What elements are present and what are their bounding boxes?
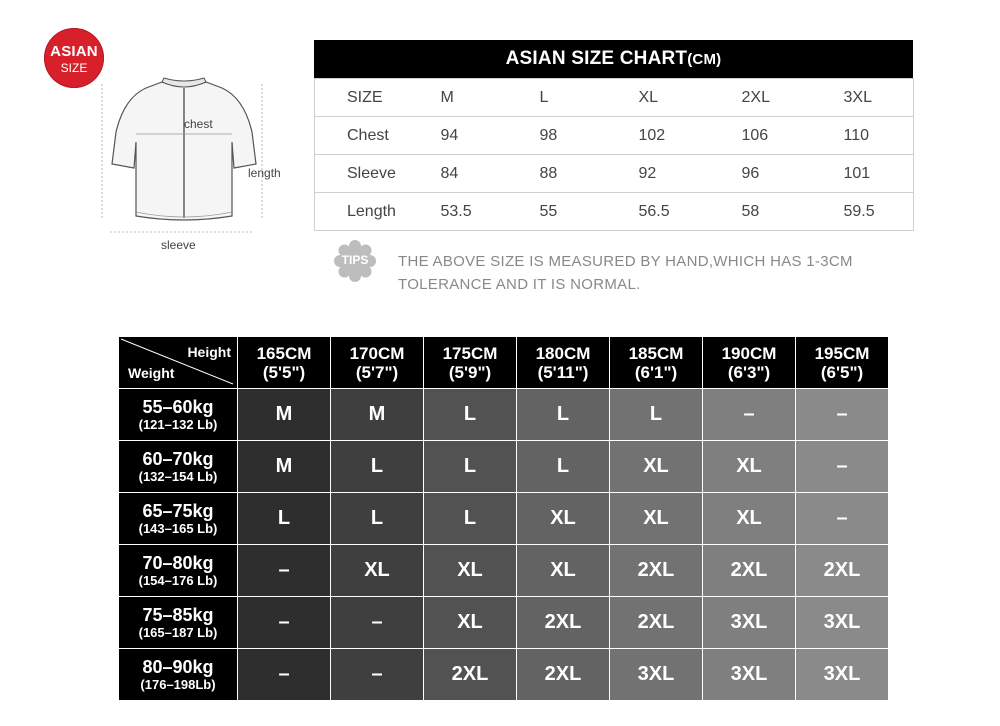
height-header-cell <box>238 337 330 388</box>
weight-row-header <box>119 545 237 596</box>
height-ft-label: (6'1") <box>634 362 678 382</box>
size-chart-cell: 55 <box>540 193 639 231</box>
size-chart-header-cell: SIZE <box>315 79 441 117</box>
asian-size-chart <box>314 40 913 231</box>
size-chart-header-cell: L <box>540 79 639 117</box>
size-recommendation-cell: 3XL <box>610 649 702 700</box>
weight-lb-label: (154–176 Lb) <box>138 572 218 588</box>
height-ft-label: (6'3") <box>727 362 771 382</box>
height-cm-label: 195CM <box>814 343 870 363</box>
height-header-cell <box>331 337 423 388</box>
size-recommendation-cell: XL <box>331 545 423 596</box>
size-recommendation-cell: M <box>238 389 330 440</box>
size-chart-title-unit: (CM) <box>687 51 722 68</box>
weight-row-header <box>119 649 237 700</box>
size-recommendation-cell: XL <box>610 441 702 492</box>
size-recommendation-cell: L <box>517 389 609 440</box>
size-recommendation-cell: 2XL <box>424 649 516 700</box>
size-recommendation-cell: – <box>238 597 330 648</box>
size-recommendation-cell: – <box>331 649 423 700</box>
size-chart-cell: Sleeve <box>315 155 441 193</box>
size-chart-cell: 106 <box>742 117 844 155</box>
chest-label: chest <box>184 117 213 131</box>
height-header-cell <box>703 337 795 388</box>
size-chart-cell: 102 <box>639 117 742 155</box>
size-chart-header-cell: 3XL <box>844 79 914 117</box>
size-recommendation-cell: XL <box>424 545 516 596</box>
size-chart-row <box>315 117 914 155</box>
weight-kg-label: 80–90kg <box>142 656 214 677</box>
height-ft-label: (5'11") <box>537 362 589 382</box>
size-recommendation-cell: 3XL <box>703 597 795 648</box>
size-chart-header-cell: 2XL <box>742 79 844 117</box>
size-chart-cell: 53.5 <box>441 193 540 231</box>
height-cm-label: 190CM <box>721 343 777 363</box>
size-chart-header-cell: XL <box>639 79 742 117</box>
size-chart-row <box>315 193 914 231</box>
height-ft-label: (6'5") <box>820 362 864 382</box>
size-recommendation-cell: L <box>331 493 423 544</box>
height-cm-label: 180CM <box>535 343 591 363</box>
table-corner-cell <box>119 337 237 388</box>
size-recommendation-cell: 2XL <box>517 649 609 700</box>
size-chart-cell: 92 <box>639 155 742 193</box>
size-recommendation-cell: M <box>331 389 423 440</box>
weight-row-header <box>119 597 237 648</box>
size-chart-cell: 56.5 <box>639 193 742 231</box>
corner-height-label: Height <box>187 344 231 360</box>
height-header-cell <box>424 337 516 388</box>
height-header-cell <box>517 337 609 388</box>
size-chart-header-cell: M <box>441 79 540 117</box>
height-header-cell <box>796 337 888 388</box>
size-chart-table <box>314 78 914 231</box>
height-header-cell <box>610 337 702 388</box>
height-cm-label: 175CM <box>442 343 498 363</box>
size-chart-title-main: ASIAN SIZE CHART <box>505 48 688 69</box>
size-chart-row <box>315 155 914 193</box>
size-recommendation-cell: – <box>238 545 330 596</box>
size-chart-cell: 84 <box>441 155 540 193</box>
size-chart-header-row <box>315 79 914 117</box>
size-recommendation-cell: L <box>610 389 702 440</box>
height-weight-table <box>119 337 884 694</box>
size-recommendation-cell: 2XL <box>517 597 609 648</box>
size-recommendation-cell: 3XL <box>703 649 795 700</box>
size-chart-cell: 98 <box>540 117 639 155</box>
weight-row-header <box>119 493 237 544</box>
tips-line1: THE ABOVE SIZE IS MEASURED BY HAND,WHICH HAS 1-3CM <box>398 253 853 270</box>
weight-kg-label: 55–60kg <box>142 396 214 417</box>
size-chart-cell: 110 <box>844 117 914 155</box>
weight-kg-label: 70–80kg <box>142 552 214 573</box>
size-recommendation-cell: L <box>424 493 516 544</box>
size-recommendation-cell: L <box>238 493 330 544</box>
tips-text <box>398 250 918 296</box>
corner-weight-label: Weight <box>128 365 175 381</box>
size-recommendation-cell: XL <box>517 493 609 544</box>
size-recommendation-cell: XL <box>703 441 795 492</box>
weight-kg-label: 65–75kg <box>142 500 214 521</box>
size-recommendation-cell: L <box>517 441 609 492</box>
size-recommendation-cell: – <box>703 389 795 440</box>
size-chart-cell: Chest <box>315 117 441 155</box>
size-recommendation-cell: – <box>796 493 888 544</box>
badge-line1: ASIAN <box>50 43 98 60</box>
size-recommendation-cell: 3XL <box>796 597 888 648</box>
size-recommendation-cell: – <box>796 389 888 440</box>
size-recommendation-cell: L <box>424 441 516 492</box>
height-cm-label: 185CM <box>628 343 684 363</box>
size-chart-cell: 94 <box>441 117 540 155</box>
size-recommendation-cell: L <box>331 441 423 492</box>
height-ft-label: (5'9") <box>448 362 492 382</box>
size-recommendation-cell: – <box>238 649 330 700</box>
height-ft-label: (5'7") <box>355 362 399 382</box>
weight-kg-label: 75–85kg <box>142 604 214 625</box>
size-recommendation-cell: M <box>238 441 330 492</box>
jersey-diagram <box>94 72 294 262</box>
height-cm-label: 170CM <box>349 343 405 363</box>
size-chart-cell: 96 <box>742 155 844 193</box>
tips-icon <box>334 240 376 282</box>
size-recommendation-cell: 2XL <box>796 545 888 596</box>
tips-line2: TOLERANCE AND IT IS NORMAL. <box>398 276 641 293</box>
weight-row-header <box>119 441 237 492</box>
sleeve-label: sleeve <box>161 238 196 252</box>
weight-lb-label: (121–132 Lb) <box>138 416 218 432</box>
tips-icon-label: TIPS <box>341 253 369 267</box>
size-recommendation-cell: 2XL <box>703 545 795 596</box>
weight-lb-label: (165–187 Lb) <box>138 624 218 640</box>
size-recommendation-cell: – <box>331 597 423 648</box>
height-ft-label: (5'5") <box>262 362 306 382</box>
size-chart-cell: 58 <box>742 193 844 231</box>
badge-line2: SIZE <box>60 61 88 75</box>
size-recommendation-cell: – <box>796 441 888 492</box>
weight-row-header <box>119 389 237 440</box>
size-chart-cell: 88 <box>540 155 639 193</box>
size-recommendation-cell: 2XL <box>610 545 702 596</box>
weight-lb-label: (143–165 Lb) <box>138 520 218 536</box>
weight-kg-label: 60–70kg <box>142 448 214 469</box>
weight-lb-label: (132–154 Lb) <box>138 468 218 484</box>
size-recommendation-cell: XL <box>703 493 795 544</box>
size-chart-title <box>314 40 913 78</box>
size-chart-cell: Length <box>315 193 441 231</box>
size-recommendation-cell: L <box>424 389 516 440</box>
size-recommendation-cell: XL <box>517 545 609 596</box>
size-chart-cell: 101 <box>844 155 914 193</box>
height-cm-label: 165CM <box>256 343 312 363</box>
size-chart-cell: 59.5 <box>844 193 914 231</box>
size-recommendation-cell: XL <box>424 597 516 648</box>
weight-lb-label: (176–198Lb) <box>140 676 216 692</box>
size-recommendation-cell: XL <box>610 493 702 544</box>
size-recommendation-cell: 2XL <box>610 597 702 648</box>
size-recommendation-cell: 3XL <box>796 649 888 700</box>
length-label: length <box>248 166 281 180</box>
